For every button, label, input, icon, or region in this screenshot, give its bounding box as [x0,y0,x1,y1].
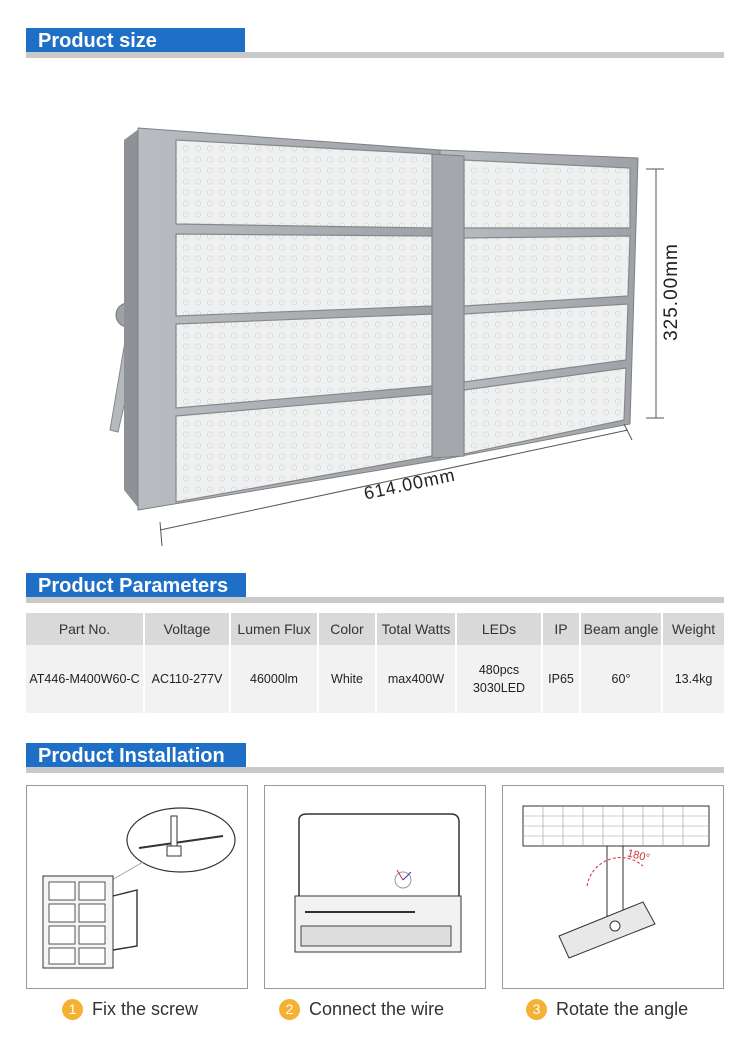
install-panel-fix-screw [26,785,248,989]
step-label: Fix the screw [92,998,199,1019]
step-connect-wire [279,996,444,1022]
table-header-row [26,613,724,645]
step-rotate-angle [526,996,688,1022]
header-color: Color [318,613,376,645]
header-weight: Weight [662,613,724,645]
cell-leds-count: 480pcs [478,663,520,677]
header-total-watts: Total Watts [376,613,456,645]
header-lumen-flux: Lumen Flux [230,613,318,645]
step-label: Rotate the angle [556,998,689,1019]
cell-leds-type: 3030LED [472,681,526,695]
install-panel-connect-wire [264,785,486,989]
cell-beam-angle: 60° [580,645,662,713]
step-fix-screw [62,996,198,1022]
header-ip: IP [542,613,580,645]
rotate-diagram [503,786,725,990]
header-part-no: Part No. [26,613,144,645]
parameters-table [26,613,724,713]
cell-color: White [318,645,376,713]
width-dimension-label: 614.00mm [362,464,458,504]
header-beam-angle: Beam angle [580,613,662,645]
cell-voltage: AC110-277V [144,645,230,713]
cell-total-watts: max400W [376,645,456,713]
height-dimension-label: 325.00mm [661,243,682,341]
cell-part-no: AT446-M400W60-C [26,645,144,713]
header-leds: LEDs [456,613,542,645]
section-header-product-size [26,28,724,58]
cell-weight: 13.4kg [662,645,724,713]
section-rule [26,597,724,603]
install-panel-rotate-angle [502,785,724,989]
section-rule [26,767,724,773]
section-rule [26,52,724,58]
section-title: Product Installation [26,743,246,769]
table-row [26,645,724,713]
section-header-product-parameters [26,573,724,603]
wire-diagram [265,786,487,990]
screw-diagram [27,786,249,990]
step-number-badge: 3 [526,999,547,1020]
step-label: Connect the wire [309,998,445,1019]
section-title: Product Parameters [26,573,246,599]
cell-lumen-flux: 46000lm [230,645,318,713]
module-stack-icon [43,876,113,968]
step-number-badge: 1 [62,999,83,1020]
cell-leds [456,645,542,713]
cell-ip: IP65 [542,645,580,713]
section-title: Product size [26,28,245,54]
header-voltage: Voltage [144,613,230,645]
section-header-product-installation [26,743,724,773]
rotation-angle-label: 180° [625,847,651,865]
step-number-badge: 2 [279,999,300,1020]
